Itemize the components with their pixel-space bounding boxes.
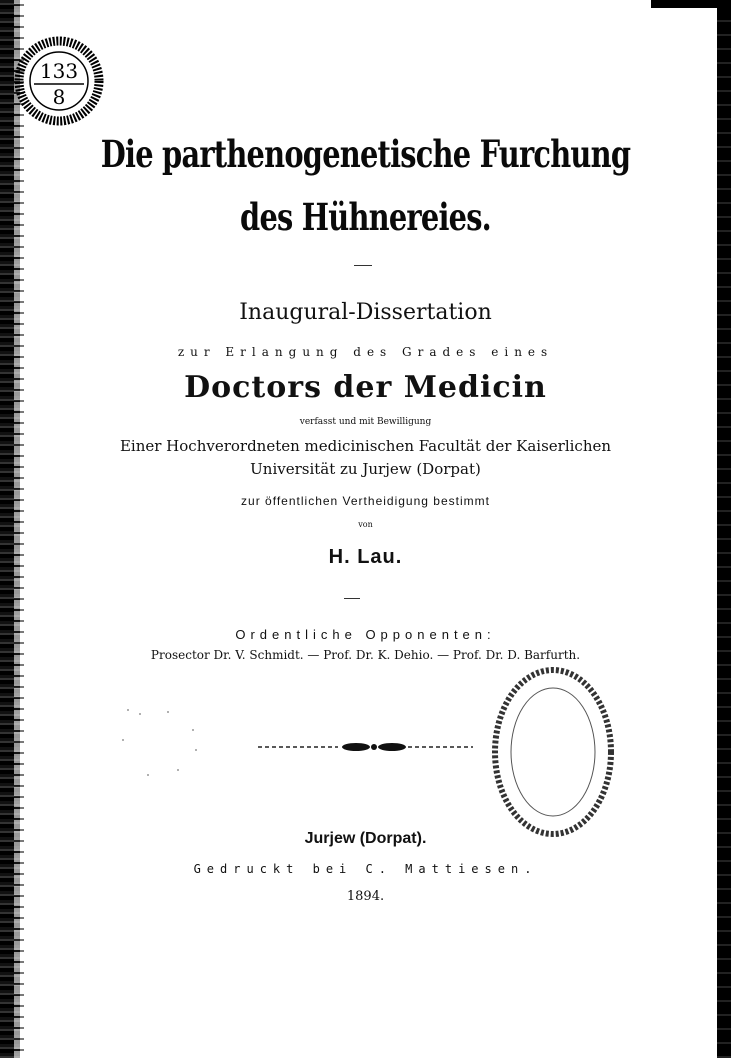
permission-line: verfasst und mit Bewilligung [299,417,432,427]
stamp-number-top: 133 [39,59,79,83]
publication-year: 1894. [346,889,385,904]
by-line: von [358,520,373,529]
divider-short-2 [344,598,360,599]
faculty-line: Einer Hochverordneten medicinischen Facultät der Kaiserlichen [119,437,612,455]
defence-line: zur öffentlichen Vertheidigung bestimmt [241,494,490,508]
degree-title: Doctors der Medicin [184,370,547,405]
subtitle: Inaugural-Dissertation [239,300,492,325]
bleed-through-marks [108,700,208,800]
purpose-line: zur Erlangung des Grades eines [177,345,554,359]
title-line-1: Die parthenogenetische Furchung [100,132,631,176]
round-stamp [478,662,618,842]
library-stamp [14,36,104,126]
place-of-publication: Jurjew (Dorpat). [304,830,427,847]
university-line: Universität zu Jurjew (Dorpat) [250,460,481,478]
opponents-heading: Ordentliche Opponenten: [235,627,496,642]
stamp-number-bottom: 8 [52,85,66,109]
printer-line: Gedruckt bei C. Mattiesen. [193,862,538,876]
opponents-list: Prosector Dr. V. Schmidt. — Prof. Dr. K. Dehio. — Prof. Dr. D. Barfurth. [150,648,581,662]
title-line-2: des Hühnereies. [240,195,491,239]
author-name: H. Lau. [328,546,403,568]
scan-edge-top [651,0,731,8]
ornament-divider [258,740,473,754]
divider-short-1 [354,265,372,266]
